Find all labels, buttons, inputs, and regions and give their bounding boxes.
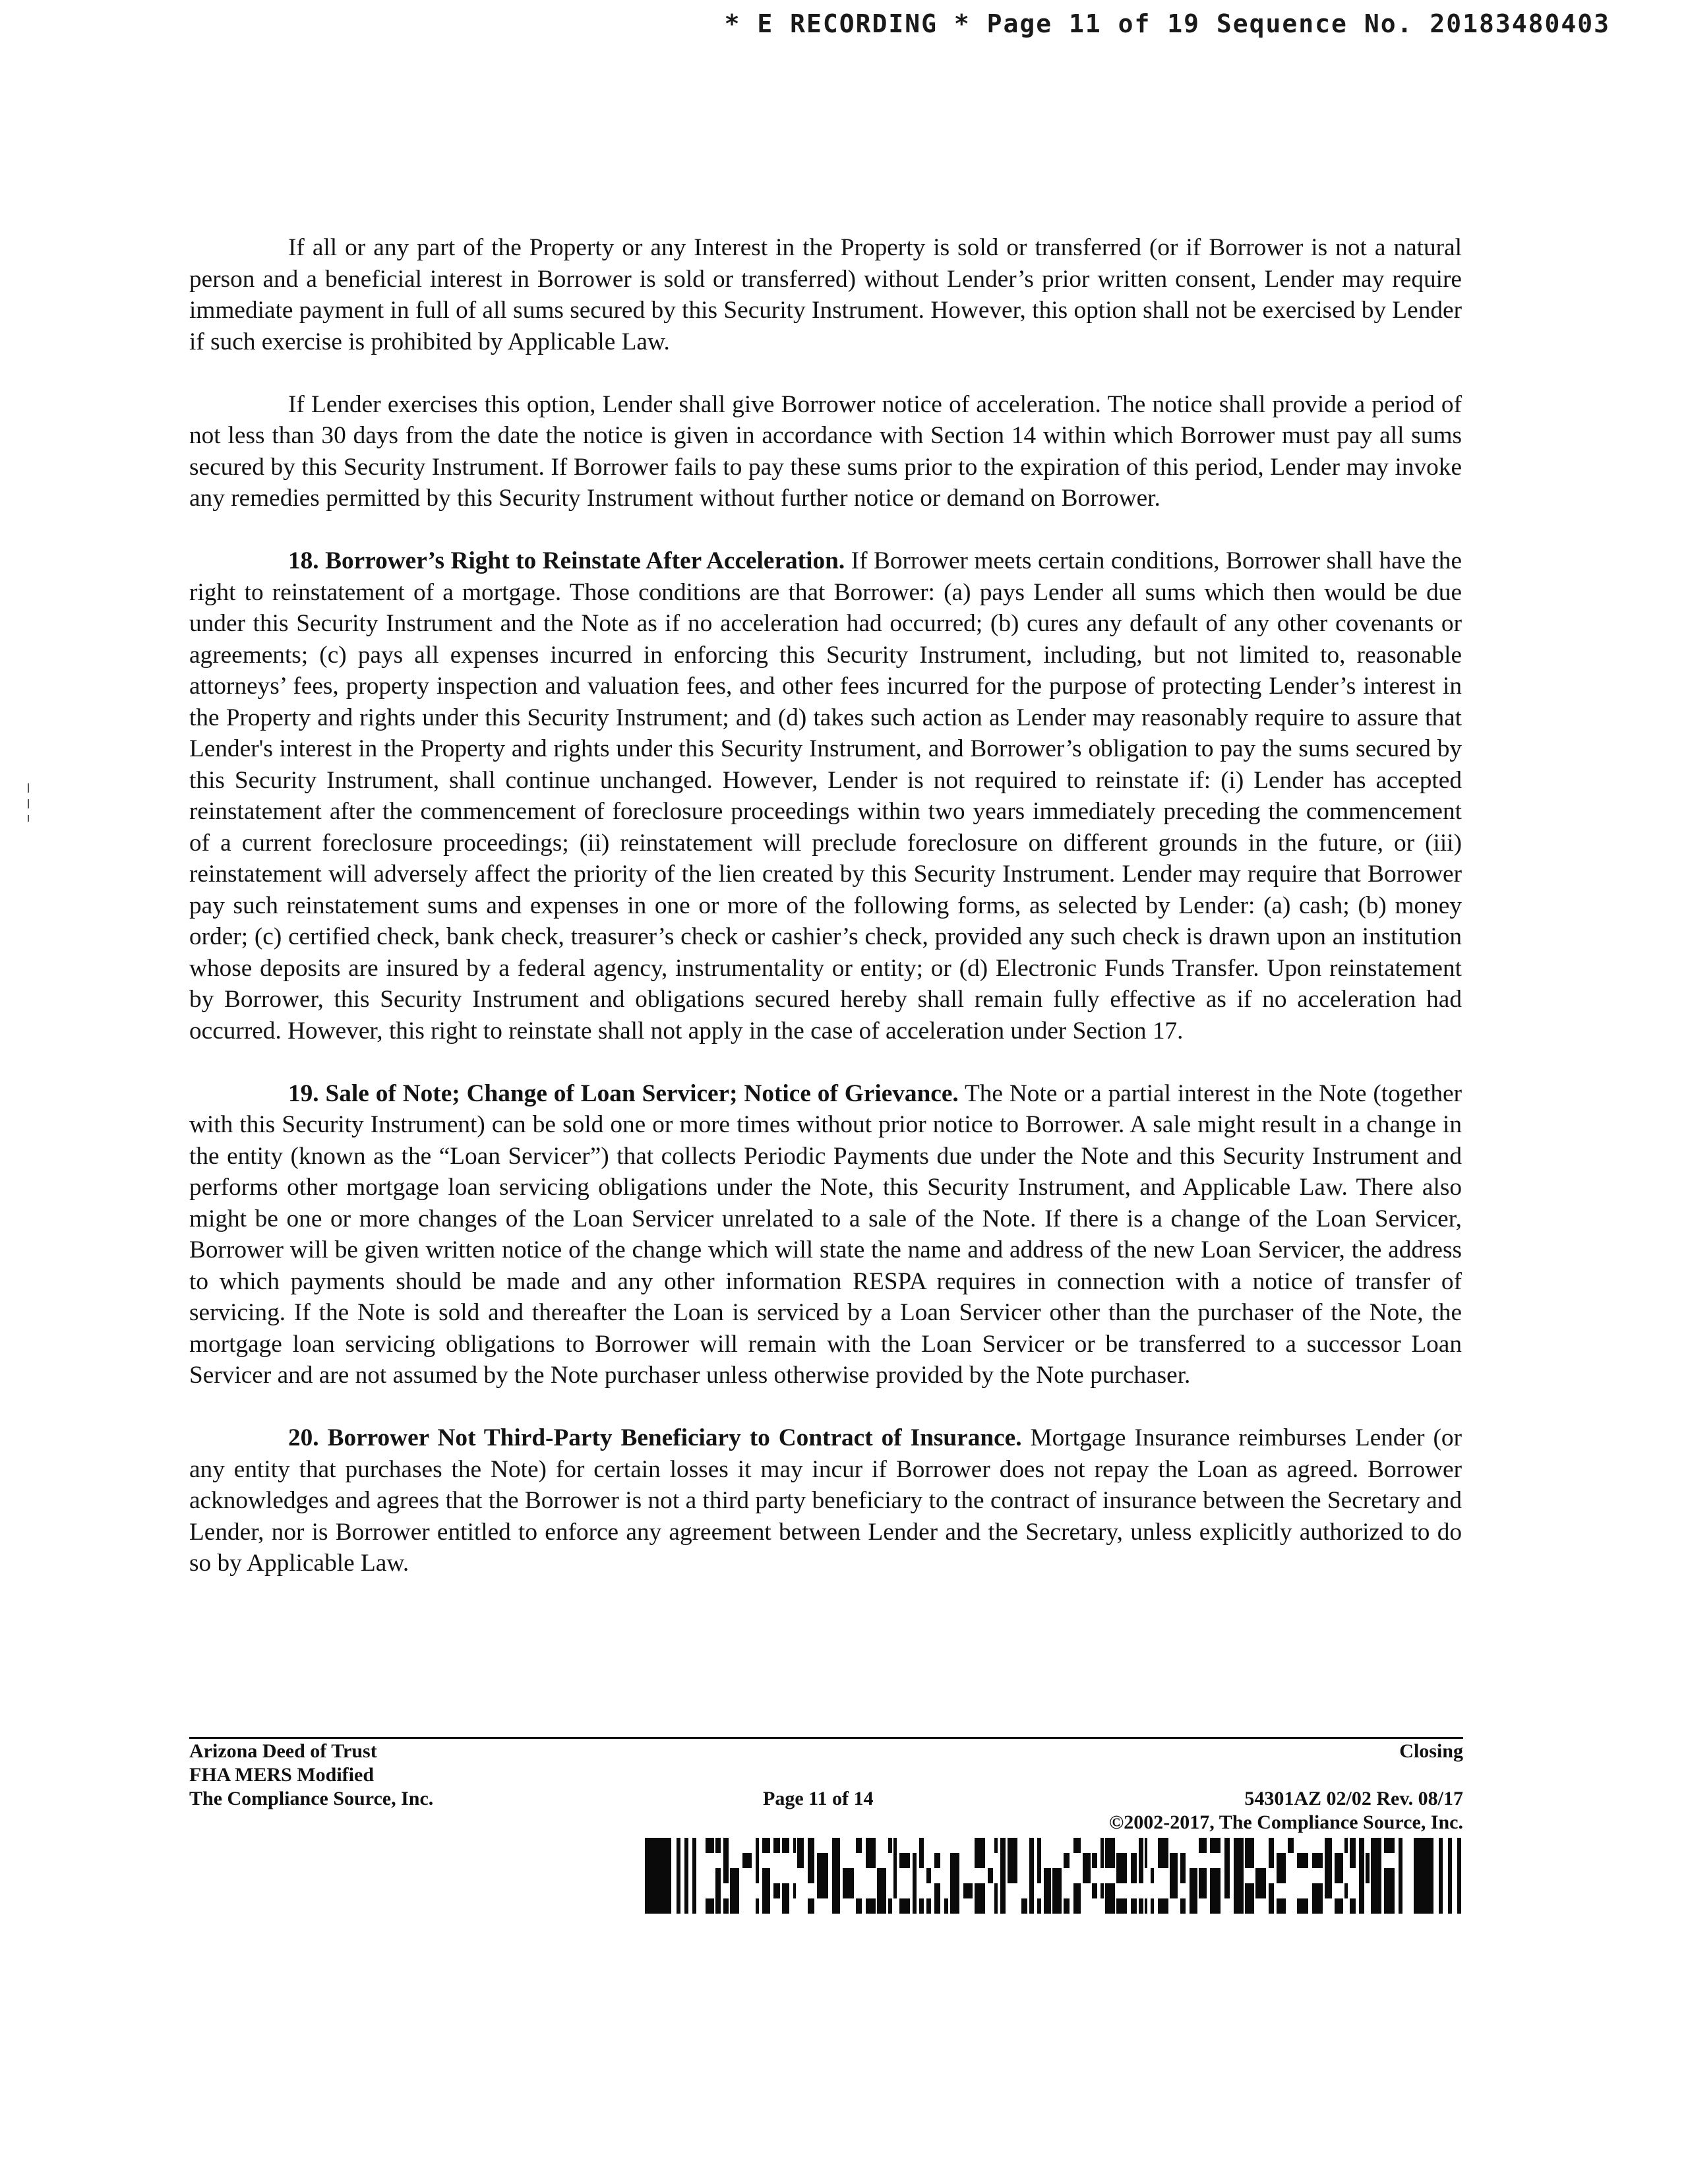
footer — [189, 1740, 1463, 1833]
footer-stage: Closing — [1399, 1740, 1463, 1762]
recording-header: * E RECORDING * Page 11 of 19 Sequence No. 20183480403 — [724, 9, 1610, 38]
footer-form-meta — [1109, 1740, 1463, 1835]
footer-form-info — [189, 1740, 433, 1811]
margin-mark — [28, 815, 29, 822]
footer-form-subtitle: FHA MERS Modified — [189, 1764, 375, 1786]
section-18 — [189, 545, 1462, 1046]
section-19 — [189, 1078, 1462, 1391]
footer-divider — [189, 1737, 1463, 1739]
paragraph-acceleration-notice: If Lender exercises this option, Lender shall give Borrower notice of acceleration. The notice shall provide a period of not less than 30 days from the date the notice is given in accordance with Section 14 within which Borrower must pay all sums secured by this Security Instrument. If Borrower fails to pay these sums prior to the expiration of this period, Lender may invoke any remedies permitted by this Security Instrument without further notice or demand on Borrower. — [189, 390, 1462, 512]
footer-company: The Compliance Source, Inc. — [189, 1788, 434, 1809]
margin-mark — [28, 799, 29, 808]
section-18-text: If Borrower meets certain conditions, Borrower shall have the right to reinstatement of a mortgage. Those conditions are that Borrower: (a) pays Lender all sums which then would be due under this Security Instrument and the Note as if no acceleration had occurred; (b) cures any default of any other covenants or agreements; (c) pays all expenses incurred in enforcing this Security Instrument, including, but not limited to, reasonable attorneys’ fees, property inspection and valuation fees, and other fees incurred for the purpose of protecting Lender’s interest in the Property and rights under this Security Instrument; and (d) takes such action as Lender may reasonably require to assure that Lender's interest in the Property and rights under this Security Instrument, and Borrower’s obligation to pay the sums secured by this Security Instrument, shall continue unchanged. However, Lender is not required to reinstate if: (i) Lender has accepted reinstatement after the commencement of foreclosure proceedings within two years immediately preceding the commencement of a current foreclosure proceedings; (ii) reinstatement will preclude foreclosure on different grounds in the future, or (iii) reinstatement will adversely affect the priority of the lien created by this Security Instrument. Lender may require that Borrower pay such reinstatement sums and expenses in one or more of the following forms, as selected by Lender: (a) cash; (b) money order; (c) certified check, bank check, treasurer’s check or cashier’s check, provided any such check is drawn upon an institution whose deposits are insured by a federal agency, instrumentality or entity; or (d) Electronic Funds Transfer. Upon reinstatement by Borrower, this Security Instrument and obligations secured hereby shall remain fully effective as if no acceleration had occurred. However, this right to reinstate shall not apply in the case of acceleration under Section 17. — [189, 547, 1462, 1045]
footer-form-title: Arizona Deed of Trust — [189, 1740, 377, 1762]
section-20-text: Mortgage Insurance reimburses Lender (or any entity that purchases the Note) for certain losses it may incur if Borrower does not repay the Loan as agreed. Borrower acknowledges and agrees that the Borrower is not a third party beneficiary to the contract of insurance between the Secretary and Lender, nor is Borrower entitled to enforce any agreement between Lender and the Secretary, unless explicitly authorized to do so by Applicable Law. — [189, 1424, 1462, 1577]
margin-mark — [28, 783, 29, 793]
footer-copyright: ©2002-2017, The Compliance Source, Inc. — [1108, 1811, 1463, 1833]
section-18-heading: 18. Borrower’s Right to Reinstate After Acceleration. — [288, 547, 845, 574]
section-20 — [189, 1422, 1462, 1579]
section-19-text: The Note or a partial interest in the Note (together with this Security Instrument) can be sold one or more times without prior notice to Borrower. A sale might result in a change in the entity (known as the “Loan Servicer”) that collects Periodic Payments due under the Note and this Security Instrument and performs other mortgage loan servicing obligations under the Note, this Security Instrument, and Applicable Law. There also might be one or more changes of the Loan Servicer unrelated to a sale of the Note. If there is a change of the Loan Servicer, Borrower will be given written notice of the change which will state the name and address of the new Loan Servicer, the address to which payments should be made and any other information RESPA requires in connection with a notice of transfer of servicing. If the Note is sold and thereafter the Loan is serviced by a Loan Servicer other than the purchaser of the Note, the mortgage loan servicing obligations to Borrower will remain with the Loan Servicer or be transferred to a successor Loan Servicer and are not assumed by the Note purchaser unless otherwise provided by the Note purchaser. — [189, 1079, 1462, 1389]
section-20-heading: 20. Borrower Not Third-Party Beneficiary to Contract of Insurance. — [288, 1424, 1022, 1451]
footer-form-number: 54301AZ 02/02 Rev. 08/17 — [1244, 1788, 1463, 1809]
barcode — [645, 1838, 1462, 1914]
footer-page-number: Page 11 of 14 — [763, 1788, 874, 1809]
paragraph-transfer-of-property: If all or any part of the Property or any Interest in the Property is sold or transferred (or if Borrower is not a natural person and a beneficial interest in Borrower is sold or transferred) without Lender’s prior written consent, Lender may require immediate payment in full of all sums secured by this Security Instrument. However, this option shall not be exercised by Lender if such exercise is prohibited by Applicable Law. — [189, 234, 1462, 355]
document-body — [189, 232, 1462, 1610]
section-19-heading: 19. Sale of Note; Change of Loan Servicer; Notice of Grievance. — [288, 1079, 959, 1107]
